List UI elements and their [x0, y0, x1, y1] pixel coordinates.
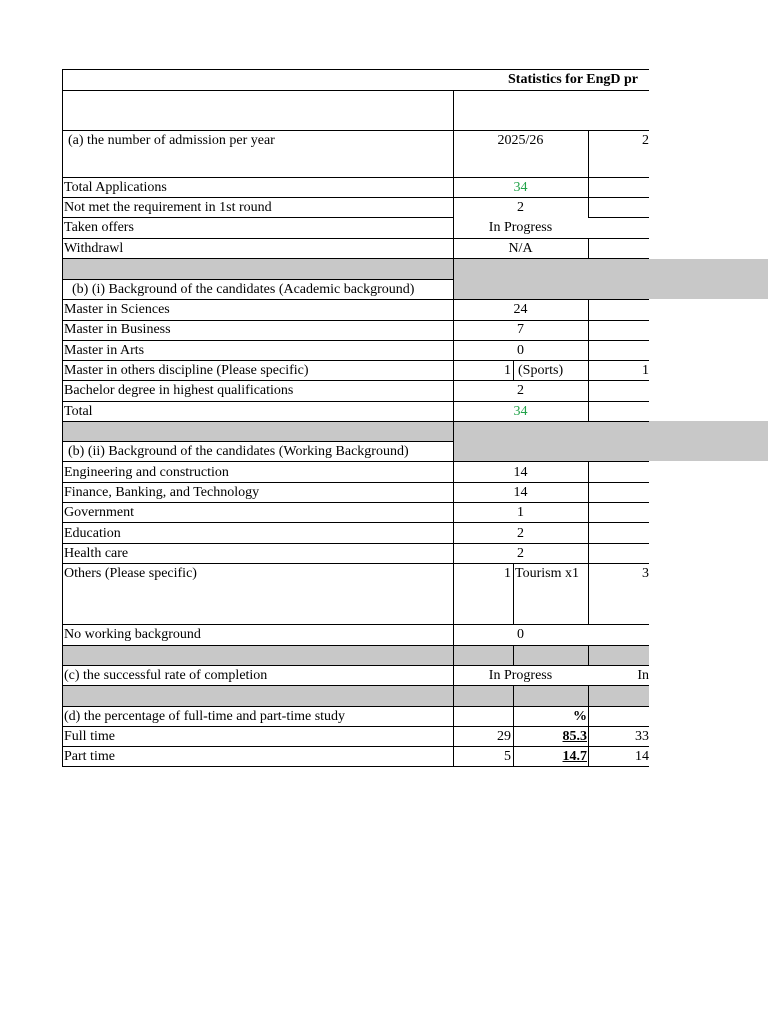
- section-b2-label: (b) (ii) Background of the candidates (Working Background): [68, 444, 409, 459]
- row-next-count: 33: [635, 729, 649, 744]
- row-value: 2: [517, 526, 524, 541]
- row-label: Bachelor degree in highest qualifications: [64, 383, 294, 398]
- row-next-count: 14: [635, 749, 649, 764]
- row-label: Full time: [64, 729, 115, 744]
- section-a-label: (a) the number of admission per year: [68, 133, 275, 148]
- row-value: In Progress: [488, 220, 553, 235]
- row-value: 2: [517, 383, 524, 398]
- section-b1-label: (b) (i) Background of the candidates (Academic background): [72, 282, 415, 297]
- row-label: Master in Arts: [64, 343, 145, 358]
- percent-header: %: [573, 709, 587, 724]
- completion-value: In Progress: [488, 668, 553, 683]
- row-label: Total: [64, 404, 93, 419]
- shade-band-study: [62, 686, 649, 706]
- row-label: Health care: [64, 546, 129, 561]
- row-label: Total Applications: [64, 180, 167, 195]
- row-count: 1: [504, 363, 511, 378]
- row-value: N/A: [508, 241, 533, 256]
- section-d-label: (d) the percentage of full-time and part-time study: [64, 709, 346, 724]
- row-value: 0: [517, 343, 524, 358]
- row-percent: 14.7: [562, 749, 587, 764]
- row-label: Government: [64, 505, 134, 520]
- completion-next-fragment: In: [637, 668, 649, 683]
- row-value: 14: [513, 485, 528, 500]
- row-value: 34: [513, 404, 528, 419]
- row-label: Others (Please specific): [64, 566, 197, 581]
- year-col1: 2025/26: [497, 133, 544, 148]
- row-percent: 85.3: [562, 729, 587, 744]
- year-col2-fragment: 2: [642, 133, 649, 148]
- row-label: Master in Business: [64, 322, 171, 337]
- row-label: No working background: [64, 627, 201, 642]
- shade-band-completion: [62, 645, 649, 665]
- shade-band-academic: [62, 259, 453, 279]
- row-next-count: 3: [642, 566, 649, 581]
- row-value: 2: [517, 546, 524, 561]
- row-value: 24: [513, 302, 528, 317]
- shade-band-working: [62, 421, 453, 441]
- row-label: Education: [64, 526, 121, 541]
- shade-band-working-right: [453, 421, 768, 461]
- row-label: Taken offers: [64, 220, 134, 235]
- row-value: 7: [517, 322, 524, 337]
- row-detail: Tourism x1: [515, 566, 579, 581]
- row-label: Master in Sciences: [64, 302, 170, 317]
- row-label: Part time: [64, 749, 115, 764]
- row-label: Withdrawl: [64, 241, 124, 256]
- row-value: 14: [513, 465, 528, 480]
- row-value: 2: [517, 200, 524, 215]
- row-value: 1: [517, 505, 524, 520]
- row-label: Engineering and construction: [64, 465, 229, 480]
- row-count: 29: [497, 729, 511, 744]
- row-label: Not met the requirement in 1st round: [64, 200, 272, 215]
- section-c-label: (c) the successful rate of completion: [64, 668, 268, 683]
- row-value: 0: [517, 627, 524, 642]
- row-label: Finance, Banking, and Technology: [64, 485, 260, 500]
- sheet-title: Statistics for EngD pr: [508, 72, 639, 87]
- row-count: 1: [504, 566, 511, 581]
- row-label: Master in others discipline (Please specific): [64, 363, 309, 378]
- row-count: 5: [504, 749, 511, 764]
- row-detail: (Sports): [518, 363, 564, 378]
- shade-band-academic-right: [453, 259, 768, 299]
- row-next-count: 1: [642, 363, 649, 378]
- row-value: 34: [513, 180, 528, 195]
